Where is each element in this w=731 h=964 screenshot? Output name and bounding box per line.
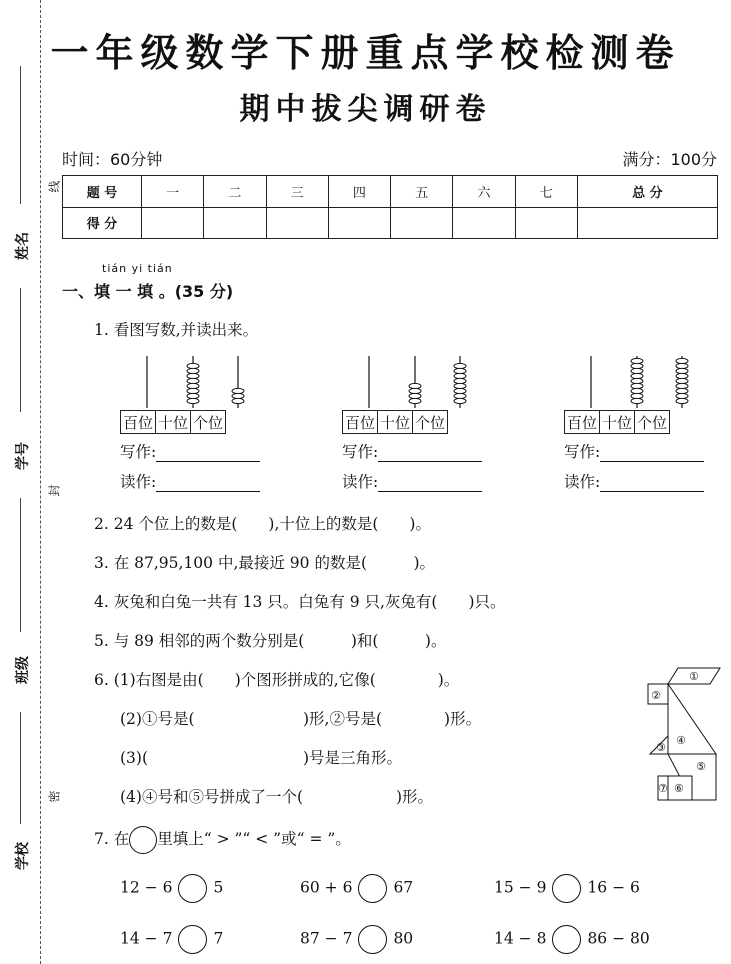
score-table-score-row bbox=[63, 207, 718, 239]
read-label: 读作: bbox=[564, 473, 601, 491]
score-header-cell: 总 分 bbox=[577, 176, 717, 208]
read-label: 读作: bbox=[342, 473, 379, 491]
write-line-1 bbox=[120, 440, 260, 462]
write-label: 写作: bbox=[564, 443, 601, 461]
comparison-1 bbox=[120, 874, 223, 903]
score-cell[interactable] bbox=[142, 207, 204, 239]
comparison-5 bbox=[300, 925, 413, 954]
tangram-label: ① bbox=[689, 670, 699, 683]
score-header-cell: 六 bbox=[453, 176, 515, 208]
read-line-3 bbox=[564, 470, 704, 492]
abacus-2 bbox=[342, 352, 492, 434]
abacus-rods bbox=[120, 352, 270, 408]
class-label: 班级 bbox=[15, 656, 31, 684]
question-6-part-4: (4)④号和⑤号拼成了一个( )形。 bbox=[120, 788, 434, 806]
comparison-circle[interactable] bbox=[552, 874, 581, 903]
comparison-left: 12 − 6 bbox=[120, 878, 173, 897]
tangram-label: ⑤ bbox=[696, 760, 706, 773]
score-cell[interactable] bbox=[204, 207, 266, 239]
comparison-4 bbox=[120, 925, 223, 954]
page-subtitle: 期中拔尖调研卷 bbox=[239, 92, 492, 127]
read-blank[interactable] bbox=[156, 477, 260, 492]
seal-mark-secret: 密 bbox=[47, 790, 62, 803]
comparison-circle[interactable] bbox=[178, 874, 207, 903]
question-4: 4. 灰兔和白兔一共有 13 只。白兔有 9 只,灰兔有( )只。 bbox=[94, 593, 506, 611]
seal-mark-line: 线 bbox=[47, 180, 62, 193]
place-label: 十位 bbox=[378, 411, 413, 434]
comparison-circle[interactable] bbox=[358, 874, 387, 903]
score-cell[interactable] bbox=[515, 207, 577, 239]
score-header-cell: 七 bbox=[515, 176, 577, 208]
comparison-6 bbox=[494, 925, 650, 954]
tangram-figure bbox=[640, 664, 724, 804]
score-cell[interactable] bbox=[328, 207, 390, 239]
place-label: 百位 bbox=[121, 411, 156, 434]
read-blank[interactable] bbox=[378, 477, 482, 492]
comparison-circle[interactable] bbox=[178, 925, 207, 954]
section-pinyin: tián yi tián bbox=[102, 262, 173, 275]
read-blank[interactable] bbox=[600, 477, 704, 492]
place-label: 个位 bbox=[635, 411, 670, 434]
question-6-part-1: 6. (1)右图是由( )个图形拼成的,它像( )。 bbox=[94, 671, 460, 689]
question-6-part-2: (2)①号是( )形,②号是( )形。 bbox=[120, 710, 482, 728]
place-value-table bbox=[342, 410, 448, 434]
comparison-left: 14 − 7 bbox=[120, 929, 173, 948]
place-value-table bbox=[564, 410, 670, 434]
full-score: 满分：100分 bbox=[622, 150, 717, 169]
place-value-table bbox=[120, 410, 226, 434]
place-label: 个位 bbox=[413, 411, 448, 434]
score-cell[interactable] bbox=[577, 207, 717, 239]
write-blank[interactable] bbox=[378, 447, 482, 462]
comparison-right: 16 − 6 bbox=[587, 878, 640, 897]
read-label: 读作: bbox=[120, 473, 157, 491]
question-7-prefix: 7. 在 bbox=[94, 830, 130, 848]
school-label: 学校 bbox=[15, 842, 31, 870]
write-blank[interactable] bbox=[156, 447, 260, 462]
tangram-label: ⑥ bbox=[674, 782, 684, 795]
abacus-rods bbox=[342, 352, 492, 408]
comparison-left: 15 − 9 bbox=[494, 878, 547, 897]
score-header-cell: 题 号 bbox=[63, 176, 142, 208]
circle-symbol-icon bbox=[129, 826, 157, 854]
write-label: 写作: bbox=[342, 443, 379, 461]
comparison-left: 87 − 7 bbox=[300, 929, 353, 948]
class-blank bbox=[20, 498, 21, 632]
score-row-label: 得 分 bbox=[63, 207, 142, 239]
section-title: 一、填 一 填 。(35 分) bbox=[62, 282, 234, 301]
read-line-2 bbox=[342, 470, 482, 492]
question-1: 1. 看图写数,并读出来。 bbox=[94, 321, 259, 339]
exam-time: 时间：60分钟 bbox=[62, 150, 163, 169]
write-line-3 bbox=[564, 440, 704, 462]
question-6-part-3: (3)( )号是三角形。 bbox=[120, 749, 403, 767]
comparison-left: 60 + 6 bbox=[300, 878, 353, 897]
place-label: 百位 bbox=[565, 411, 600, 434]
place-label: 百位 bbox=[343, 411, 378, 434]
score-cell[interactable] bbox=[453, 207, 515, 239]
comparison-circle[interactable] bbox=[358, 925, 387, 954]
comparison-right: 86 − 80 bbox=[587, 929, 650, 948]
comparison-3 bbox=[494, 874, 640, 903]
place-label: 十位 bbox=[156, 411, 191, 434]
comparison-right: 5 bbox=[213, 878, 224, 897]
school-blank bbox=[20, 712, 21, 824]
score-header-cell: 二 bbox=[204, 176, 266, 208]
comparison-right: 7 bbox=[213, 929, 224, 948]
student-id-blank bbox=[20, 288, 21, 412]
score-cell[interactable] bbox=[391, 207, 453, 239]
score-cell[interactable] bbox=[266, 207, 328, 239]
score-header-cell: 三 bbox=[266, 176, 328, 208]
score-header-cell: 四 bbox=[328, 176, 390, 208]
comparison-right: 80 bbox=[393, 929, 414, 948]
abacus-3 bbox=[564, 352, 714, 434]
score-table bbox=[62, 175, 718, 239]
question-5: 5. 与 89 相邻的两个数分别是( )和( )。 bbox=[94, 632, 447, 650]
score-header-cell: 一 bbox=[142, 176, 204, 208]
comparison-left: 14 − 8 bbox=[494, 929, 547, 948]
question-3: 3. 在 87,95,100 中,最接近 90 的数是( )。 bbox=[94, 554, 436, 572]
write-blank[interactable] bbox=[600, 447, 704, 462]
write-line-2 bbox=[342, 440, 482, 462]
question-7 bbox=[94, 826, 351, 854]
read-line-1 bbox=[120, 470, 260, 492]
seal-mark-seal: 封 bbox=[47, 484, 62, 497]
score-header-cell: 五 bbox=[391, 176, 453, 208]
comparison-circle[interactable] bbox=[552, 925, 581, 954]
tangram-label: ⑦ bbox=[658, 782, 668, 795]
tangram-label: ④ bbox=[676, 734, 686, 747]
comparison-right: 67 bbox=[393, 878, 414, 897]
comparison-2 bbox=[300, 874, 413, 903]
write-label: 写作: bbox=[120, 443, 157, 461]
abacus-1 bbox=[120, 352, 270, 434]
page-title: 一年级数学下册重点学校检测卷 bbox=[50, 31, 681, 75]
place-label: 十位 bbox=[600, 411, 635, 434]
binding-line bbox=[40, 0, 41, 964]
place-label: 个位 bbox=[191, 411, 226, 434]
score-table-header-row bbox=[63, 176, 718, 208]
question-7-suffix: 里填上“ > ”“ < ”或“ = ”。 bbox=[157, 830, 351, 848]
student-id-label: 学号 bbox=[15, 442, 31, 470]
name-label: 姓名 bbox=[15, 232, 31, 260]
abacus-rods bbox=[564, 352, 714, 408]
tangram-label: ③ bbox=[656, 741, 666, 754]
question-2: 2. 24 个位上的数是( ),十位上的数是( )。 bbox=[94, 515, 431, 533]
tangram-label: ② bbox=[651, 689, 661, 702]
